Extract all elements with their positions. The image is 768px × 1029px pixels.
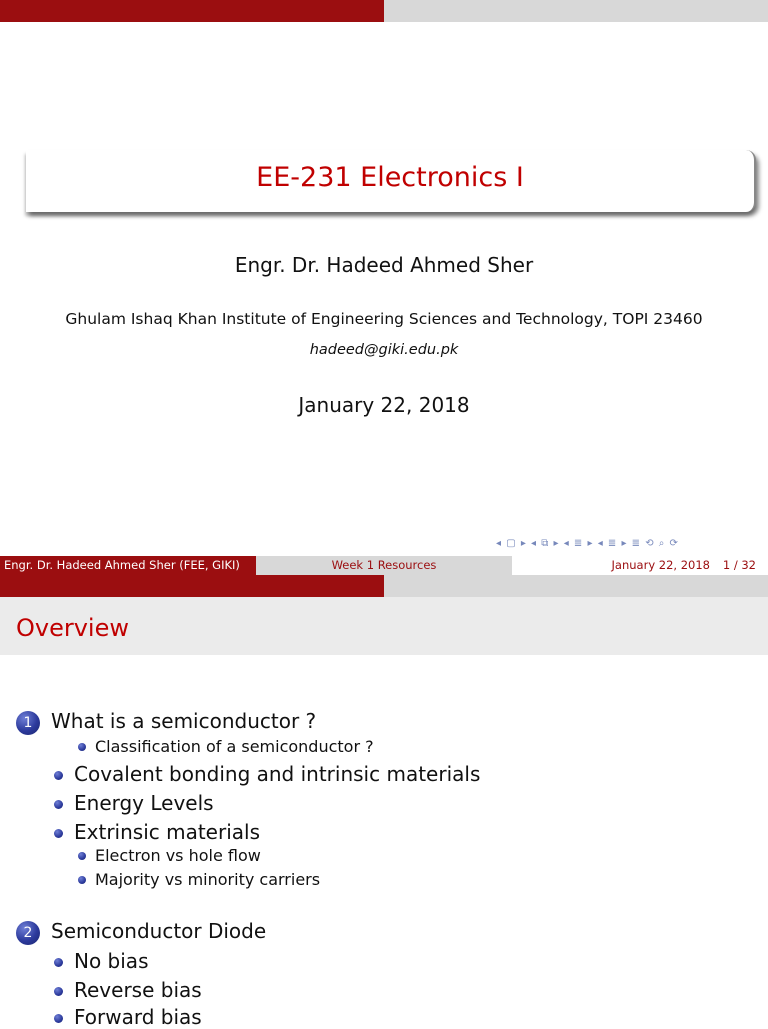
footer-author: Engr. Dr. Hadeed Ahmed Sher (FEE, GIKI) — [0, 556, 256, 575]
footer-date: January 22, 2018 — [611, 558, 710, 572]
list-item-label: No bias — [74, 949, 149, 973]
top-header-bar — [0, 0, 768, 22]
header-gray-segment — [384, 575, 768, 597]
bullet-icon — [54, 987, 63, 996]
section-number-badge: 1 — [16, 711, 40, 735]
bullet-icon — [78, 743, 86, 751]
slide-footer — [0, 556, 768, 575]
list-item-label: Reverse bias — [74, 978, 202, 1002]
section-label: What is a semiconductor ? — [51, 709, 317, 733]
beamer-navigation-icons[interactable]: ◂ ▢ ▸ ◂ ⧉ ▸ ◂ ≣ ▸ ◂ ≣ ▸ ≣ ⟲ ⌕ ⟳ — [496, 538, 679, 549]
footer-title: Week 1 Resources — [256, 556, 512, 575]
header-red-segment — [0, 575, 384, 597]
list-item-label: Majority vs minority carriers — [95, 870, 321, 889]
list-item-label: Classification of a semiconductor ? — [95, 737, 374, 756]
author-name: Engr. Dr. Hadeed Ahmed Sher — [234, 253, 534, 277]
header-gray-segment — [384, 0, 768, 22]
bullet-icon — [54, 1014, 63, 1023]
section-label: Semiconductor Diode — [51, 919, 267, 943]
frame-title: Overview — [16, 614, 129, 642]
bullet-icon — [54, 800, 63, 809]
bullet-icon — [78, 876, 86, 884]
title-box — [26, 150, 756, 212]
list-item-label: Extrinsic materials — [74, 820, 260, 844]
footer-date-page — [512, 556, 768, 575]
section-number-badge: 2 — [16, 921, 40, 945]
frame-title-bar — [0, 597, 768, 655]
second-slide-header-bar — [0, 575, 768, 597]
footer-page-number: 1 / 32 — [722, 558, 756, 572]
slide-title: EE-231 Electronics I — [256, 162, 524, 193]
bullet-icon — [54, 771, 63, 780]
list-item-label: Covalent bonding and intrinsic materials — [74, 762, 481, 786]
list-item-label: Forward bias — [74, 1005, 202, 1029]
institute-name: Ghulam Ishaq Khan Institute of Engineering Sciences and Technology, TOPI 23460 — [65, 310, 703, 328]
bullet-icon — [78, 852, 86, 860]
author-email: hadeed@giki.edu.pk — [309, 342, 459, 358]
list-item-label: Energy Levels — [74, 791, 214, 815]
presentation-date: January 22, 2018 — [298, 393, 470, 417]
bullet-icon — [54, 958, 63, 967]
bullet-icon — [54, 829, 63, 838]
header-red-segment — [0, 0, 384, 22]
list-item-label: Electron vs hole flow — [95, 846, 261, 865]
